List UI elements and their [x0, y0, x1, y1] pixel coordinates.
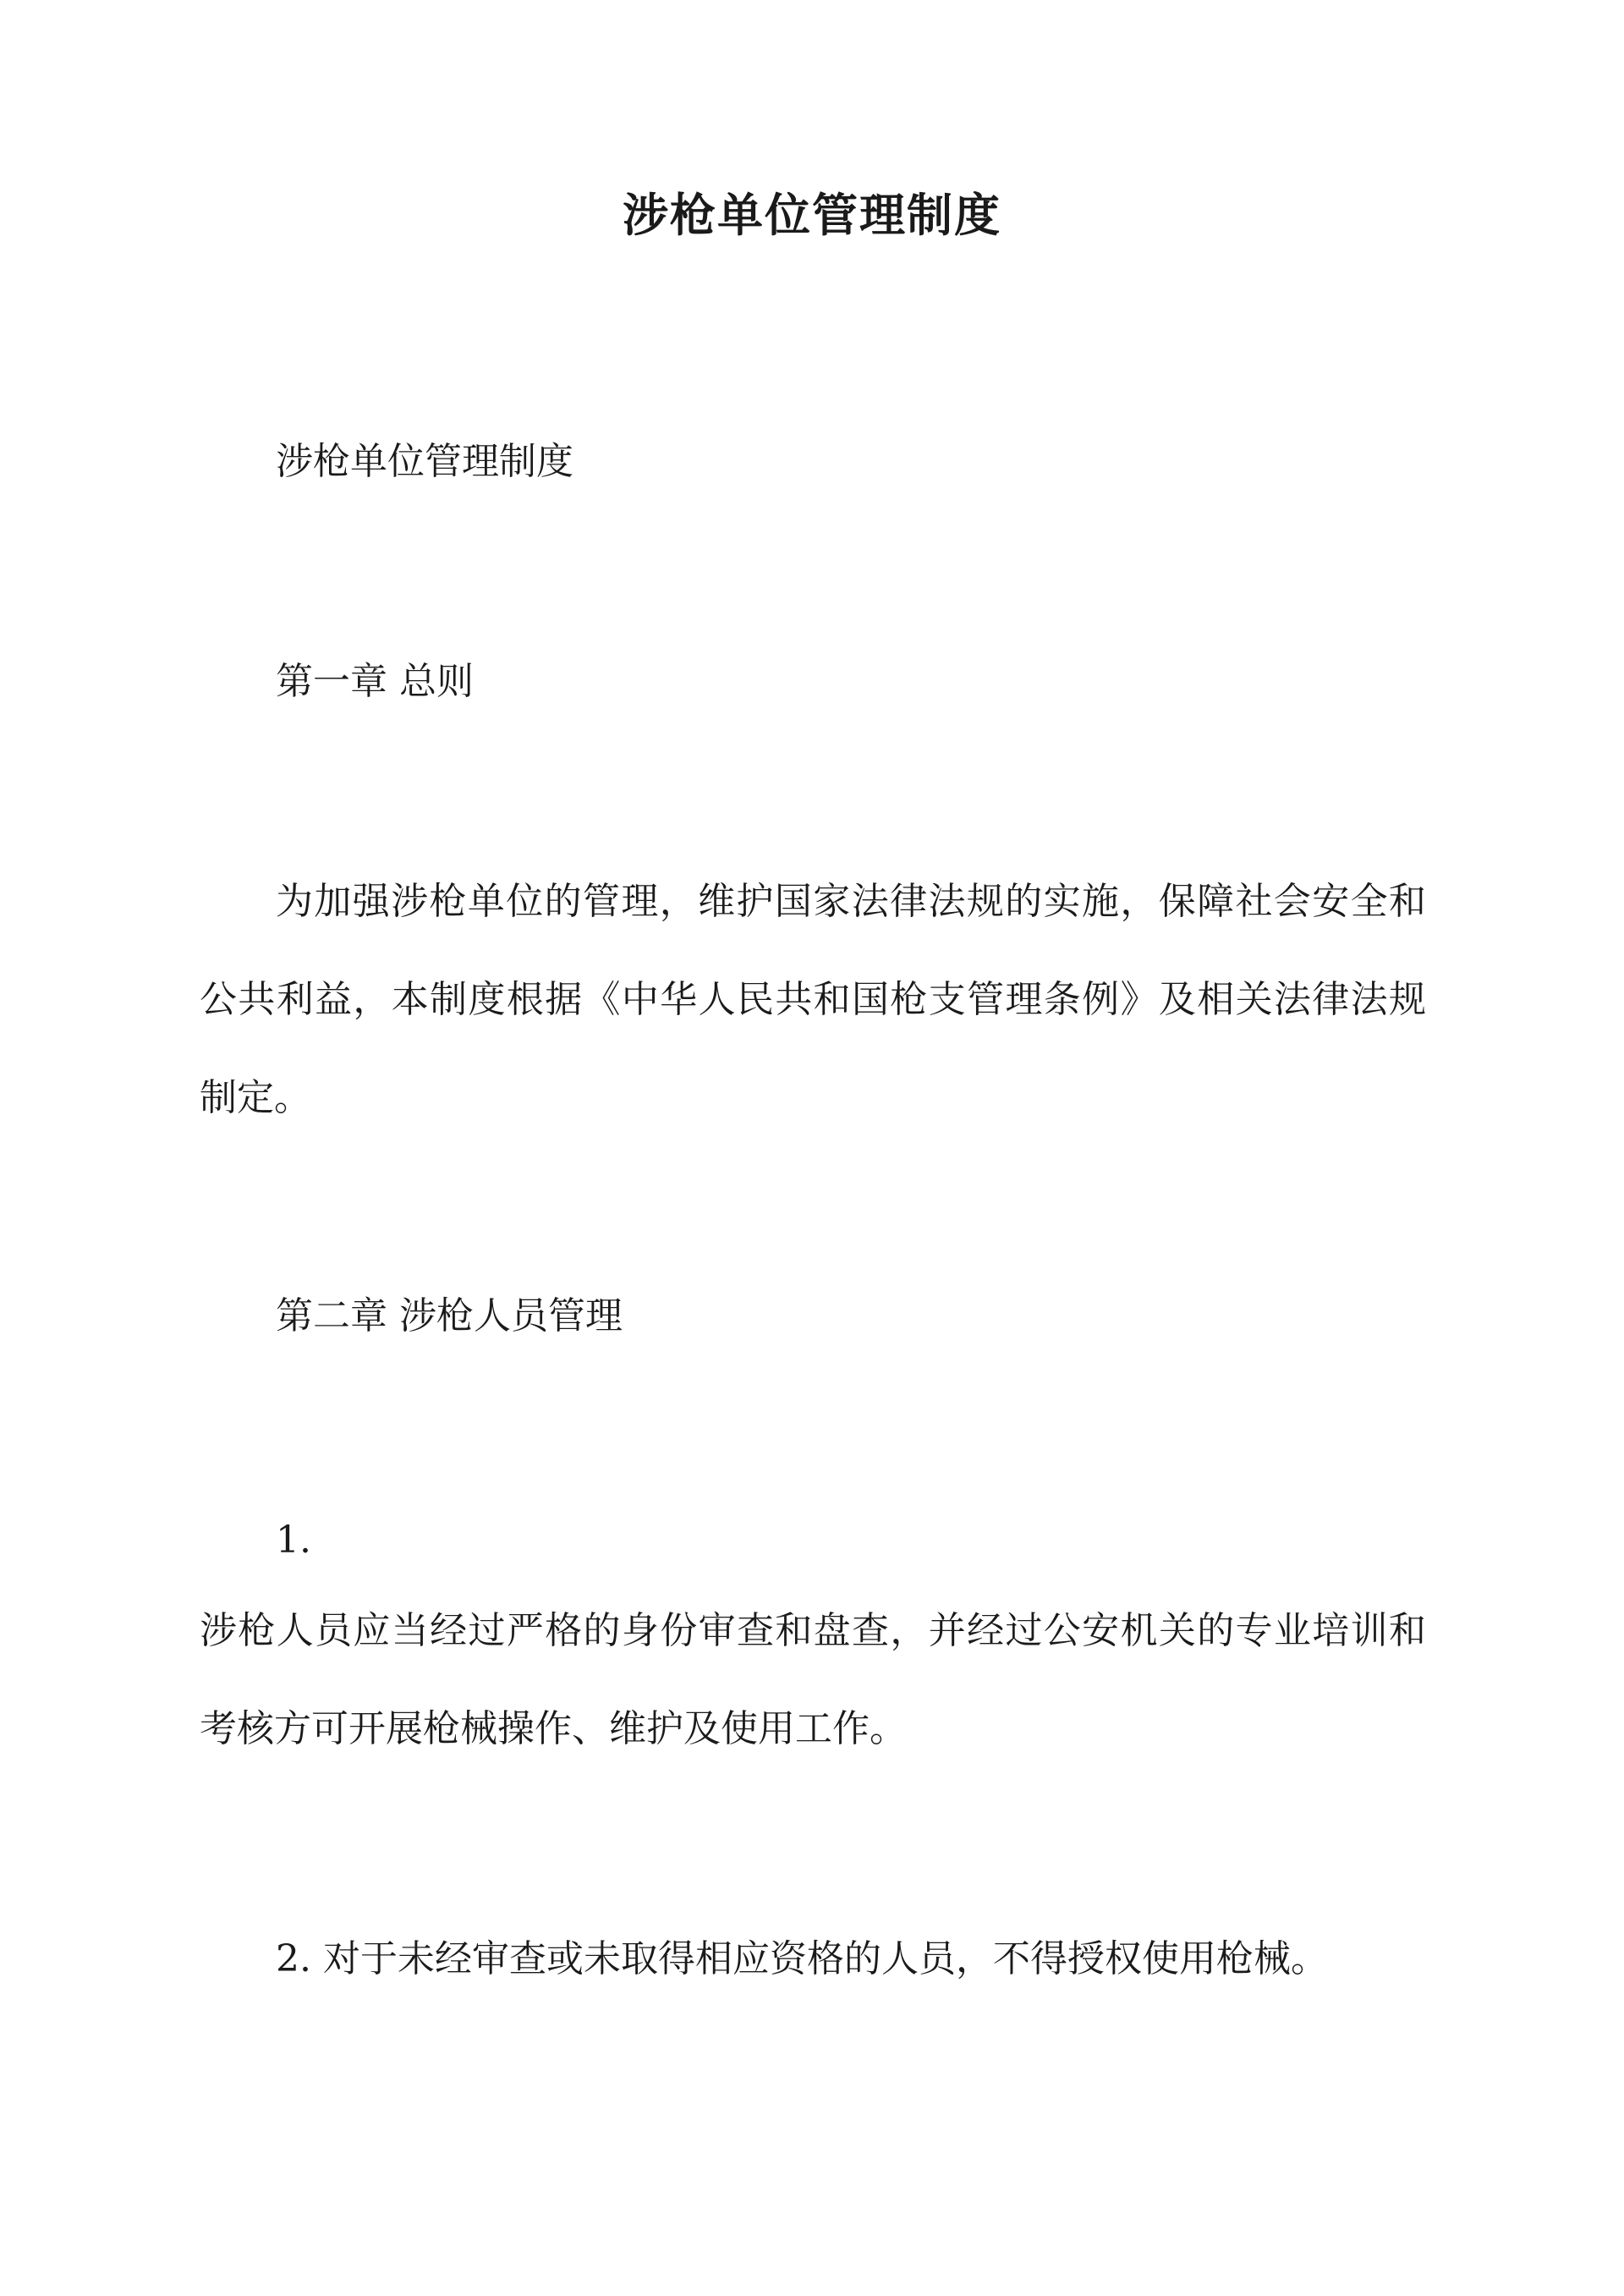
item2-text: 2. 对于未经审查或未取得相应资格的人员，不得授权使用枪械。 [276, 1937, 1328, 1980]
chapter1-heading: 第一章 总则 [276, 660, 474, 703]
chapter1-paragraph: 为加强涉枪单位的管理，维护国家法律法规的实施，保障社会安全和公共利益，本制度根据《中华人民共和国枪支管理条例》及相关法律法规制定。 [200, 880, 1426, 1119]
item1-number: 1. [276, 1519, 311, 1562]
item1-text: 涉枪人员应当经过严格的身份审查和盘查，并经过公安机关的专业培训和考核方可开展枪械操作、维护及使用工作。 [200, 1609, 1426, 1750]
document-subtitle: 涉枪单位管理制度 [276, 440, 573, 483]
chapter2-heading: 第二章 涉枪人员管理 [276, 1294, 623, 1338]
document-title: 涉枪单位管理制度 [623, 188, 1001, 242]
